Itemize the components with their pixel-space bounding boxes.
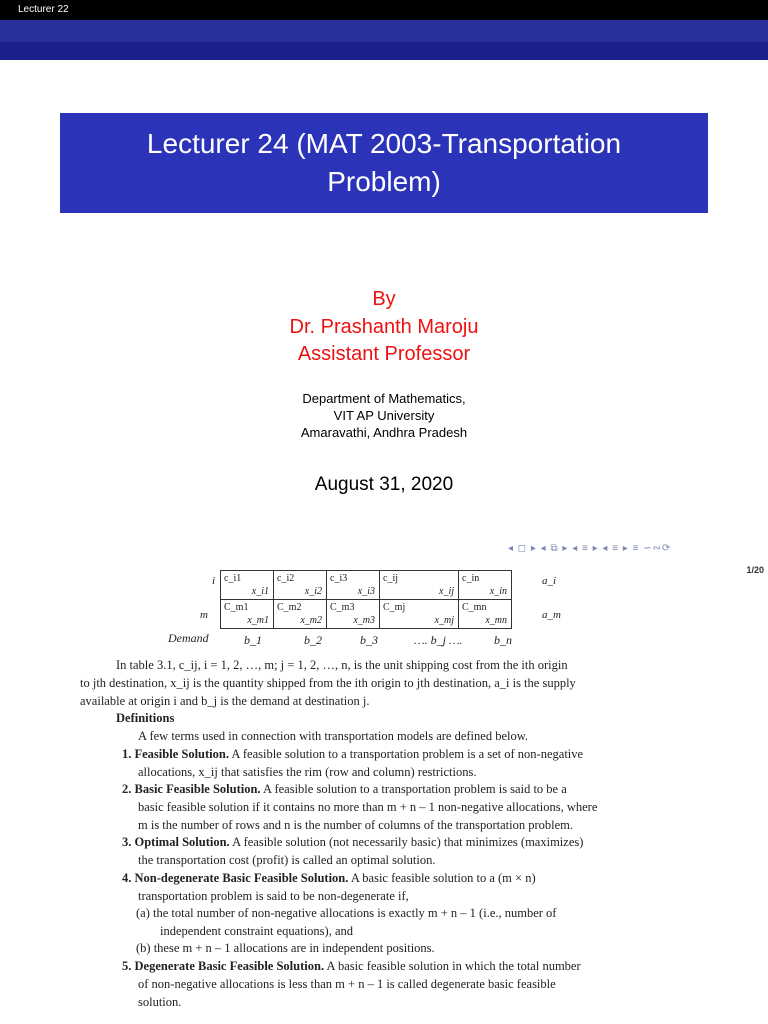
table-cell: c_i1 x_i1 bbox=[221, 571, 274, 600]
affiliation-university: VIT AP University bbox=[333, 408, 435, 423]
beamer-nav-band bbox=[0, 20, 768, 60]
intro-line-1: In table 3.1, c_ij, i = 1, 2, …, m; j = 1, 2, …, n, is the unit shipping cost from the ith origin bbox=[116, 658, 568, 672]
definition-4-cont-1: transportation problem is said to be non-degenerate if, bbox=[138, 889, 409, 903]
table-row bbox=[221, 600, 512, 629]
author-name: Dr. Prashanth Maroju bbox=[289, 316, 479, 338]
definitions-intro: A few terms used in connection with transportation models are defined below. bbox=[138, 729, 529, 743]
row-label-i: i bbox=[212, 575, 216, 587]
demand-bj: …. b_j …. bbox=[414, 633, 463, 647]
table-cell: c_in x_in bbox=[459, 571, 512, 600]
affiliation-dept: Department of Mathematics, bbox=[302, 391, 466, 406]
transportation-table bbox=[220, 570, 512, 629]
definition-5-cont-2: solution. bbox=[138, 995, 182, 1009]
table-cell: C_mn x_mn bbox=[459, 600, 512, 629]
supply-a-i: a_i bbox=[542, 575, 557, 587]
title-line-1: Lecturer 24 (MAT 2003-Transportation bbox=[146, 128, 622, 159]
beamer-header-bar bbox=[0, 0, 768, 20]
definition-5: 5. Degenerate Basic Feasible Solution. A basic feasible solution in which the total number bbox=[122, 959, 581, 973]
title-box bbox=[60, 113, 708, 213]
presentation-date: August 31, 2020 bbox=[314, 474, 454, 495]
demand-b3: b_3 bbox=[360, 633, 378, 647]
table-row bbox=[221, 571, 512, 600]
definition-3: 3. Optimal Solution. A feasible solution (not necessarily basic) that minimizes (maximizes) bbox=[122, 835, 584, 849]
page-title bbox=[60, 125, 708, 201]
scanned-textbook-page bbox=[0, 557, 768, 1024]
definition-2-cont-2: m is the number of rows and n is the number of columns of the transportation problem. bbox=[138, 818, 573, 832]
table-cell: c_i3 x_i3 bbox=[327, 571, 380, 600]
table-cell: C_m2 x_m2 bbox=[274, 600, 327, 629]
supply-a-m: a_m bbox=[542, 609, 561, 621]
table-cell: c_i2 x_i2 bbox=[274, 571, 327, 600]
author-role: Assistant Professor bbox=[297, 343, 471, 365]
intro-line-2: to jth destination, x_ij is the quantity shipped from the ith origin to jth destination, a_i is the supply bbox=[80, 676, 576, 690]
definition-4-cont-4: (b) these m + n – 1 allocations are in independent positions. bbox=[136, 941, 435, 955]
nav-band-stripe bbox=[0, 20, 768, 42]
author-by: By bbox=[372, 288, 396, 310]
definition-4-cont-2: (a) the total number of non-negative allocations is exactly m + n – 1 (i.e., number of bbox=[136, 906, 557, 920]
row-label-m: m bbox=[200, 609, 208, 621]
table-cell: C_m1 x_m1 bbox=[221, 600, 274, 629]
definition-3-cont: the transportation cost (profit) is called an optimal solution. bbox=[138, 853, 436, 867]
demand-b2: b_2 bbox=[304, 633, 322, 647]
demand-bn: b_n bbox=[494, 633, 512, 647]
table-cell: c_ij x_ij bbox=[380, 571, 459, 600]
demand-label: Demand bbox=[168, 631, 209, 645]
definitions-heading: Definitions bbox=[116, 711, 175, 725]
beamer-navigation-controls[interactable]: ◂ ◻ ▸ ◂ ⧉ ▸ ◂ ≡ ▸ ◂ ≡ ▸ ≡ ∽∾⟳ bbox=[508, 543, 672, 554]
lecture-tag: Lecturer 22 bbox=[18, 4, 69, 15]
definition-1-cont: allocations, x_ij that satisfies the rim (row and column) restrictions. bbox=[138, 765, 477, 779]
definition-2: 2. Basic Feasible Solution. A feasible solution to a transportation problem is said to be a bbox=[122, 782, 567, 796]
definition-4: 4. Non-degenerate Basic Feasible Solution. A basic feasible solution to a (m × n) bbox=[122, 871, 536, 885]
affiliation-location: Amaravathi, Andhra Pradesh bbox=[300, 425, 468, 440]
definition-4-cont-3: independent constraint equations), and bbox=[160, 924, 353, 938]
definition-1: 1. Feasible Solution. A feasible solution to a transportation problem is a set of non-negative bbox=[122, 747, 584, 761]
definition-5-cont-1: of non-negative allocations is less than m + n – 1 is called degenerate basic feasible bbox=[138, 977, 556, 991]
table-cell: C_mj x_mj bbox=[380, 600, 459, 629]
title-line-2: Problem) bbox=[327, 166, 441, 197]
table-cell: C_m3 x_m3 bbox=[327, 600, 380, 629]
page-number: 1/20 bbox=[746, 565, 764, 575]
demand-b1: b_1 bbox=[244, 633, 262, 647]
intro-line-3: available at origin i and b_j is the demand at destination j. bbox=[80, 694, 370, 708]
definition-2-cont-1: basic feasible solution if it contains no more than m + n – 1 non-negative allocations, where bbox=[138, 800, 598, 814]
